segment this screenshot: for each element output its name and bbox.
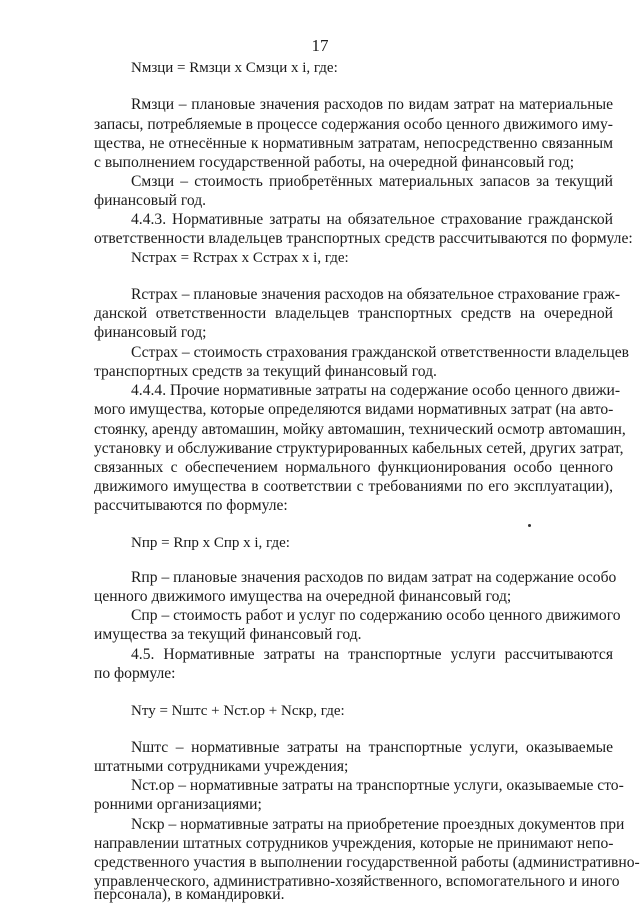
section-heading-4-4-3: 4.4.3. Нормативные затраты на обязательное страхование гражданской bbox=[131, 211, 613, 228]
text-line: стоянку, аренду автомашин, мойку автомашин, технический осмотр автомашин, bbox=[94, 421, 626, 438]
text-line: ценного движимого имущества на очередной финансовый год; bbox=[94, 588, 512, 605]
formula-npr: Nпр = Rпр x Спр x i, где: bbox=[131, 535, 290, 551]
text-line: персонала), в командировки. bbox=[94, 886, 285, 903]
text-line: щества, не отнесённые к нормативным затратам, непосредственно связанным bbox=[94, 135, 613, 152]
text-line: движимого имущества в соответствии с требованиями по его эксплуатации), bbox=[94, 478, 613, 495]
text-line: связанных с обеспечением нормального функционирования особо ценного bbox=[94, 459, 613, 476]
text-line: рассчитываются по формуле: bbox=[94, 497, 288, 514]
scan-speck bbox=[528, 524, 531, 527]
formula-nmzci: Nмзци = Rмзци x Смзци x i, где: bbox=[131, 60, 338, 76]
text-line: ронними организациями; bbox=[94, 796, 262, 813]
text-line: данской ответственности владельцев транспортных средств на очередной bbox=[94, 305, 613, 322]
text-line: Сстрах – стоимость страхования гражданской ответственности владельцев bbox=[131, 344, 630, 361]
text-line: средственного участия в выполнении государственной работы (административно- bbox=[94, 854, 640, 871]
section-heading-4-4-4: 4.4.4. Прочие нормативные затраты на содержание особо ценного движи- bbox=[131, 382, 621, 399]
text-line: запасы, потребляемые в процессе содержания особо ценного движимого иму- bbox=[94, 116, 613, 133]
text-line: по формуле: bbox=[94, 665, 176, 682]
text-line: управленческого, административно-хозяйственного, вспомогательного и иного bbox=[94, 873, 620, 890]
text-line: с выполнением государственной работы, на очередной финансовый год; bbox=[94, 154, 575, 171]
text-line: Nштс – нормативные затраты на транспортные услуги, оказываемые bbox=[131, 739, 613, 756]
section-heading-4-5: 4.5. Нормативные затраты на транспортные услуги рассчитываются bbox=[131, 646, 613, 663]
text-line: Nскр – нормативные затраты на приобретение проездных документов при bbox=[131, 816, 625, 833]
text-line: установку и обслуживание структурированных кабельных сетей, других затрат, bbox=[94, 440, 624, 457]
text-line: мого имущества, которые определяются видами нормативных затрат (на авто- bbox=[94, 401, 614, 418]
text-line: финансовый год. bbox=[94, 192, 207, 209]
text-line: направлении штатных сотрудников учреждения, которые не принимают непо- bbox=[94, 835, 614, 852]
text-line: транспортных средств за текущий финансовый год. bbox=[94, 363, 437, 380]
formula-nstrah: Nстрах = Rстрах x Сстрах x i, где: bbox=[131, 250, 349, 266]
text-line: Смзци – стоимость приобретённых материальных запасов за текущий bbox=[131, 173, 613, 190]
text-line: Rстрах – плановые значения расходов на обязательное страхование граж- bbox=[131, 286, 621, 303]
text-line: финансовый год; bbox=[94, 324, 207, 341]
text-line: Nст.ор – нормативные затраты на транспортные услуги, оказываемые сто- bbox=[131, 777, 624, 794]
text-line: Спр – стоимость работ и услуг по содержанию особо ценного движимого bbox=[131, 607, 621, 624]
page-number: 17 bbox=[311, 36, 329, 55]
text-line: штатными сотрудниками учреждения; bbox=[94, 758, 349, 775]
text-line: ответственности владельцев транспортных средств рассчитываются по формуле: bbox=[94, 230, 633, 247]
text-line: имущества за текущий финансовый год. bbox=[94, 626, 362, 643]
formula-nty: Nту = Nштс + Nст.ор + Nскр, где: bbox=[131, 703, 345, 719]
text-line: Rпр – плановые значения расходов по видам затрат на содержание особо bbox=[131, 569, 617, 586]
text-line: Rмзци – плановые значения расходов по видам затрат на материальные bbox=[131, 96, 613, 113]
